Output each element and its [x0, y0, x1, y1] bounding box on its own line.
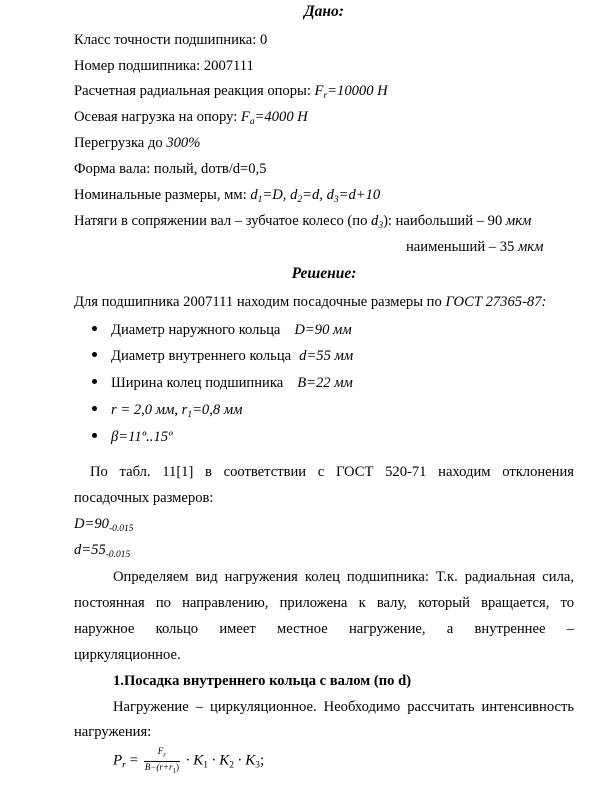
- deviation-d-tolerance: -0.015: [105, 550, 131, 560]
- bullet-icon: [92, 326, 97, 331]
- list-item: [92, 320, 574, 340]
- axial-load-line: [74, 107, 574, 132]
- load-type-line-1: Определяем вид нагружения колец подшипника: Т.к. радиальная сила,: [113, 569, 574, 585]
- overload-value: 300%: [166, 135, 201, 151]
- interference-max-unit: мкм: [505, 213, 532, 229]
- heading-given: Дано:: [304, 3, 344, 20]
- bullet-icon: [92, 352, 97, 357]
- bullet-icon: [92, 433, 97, 438]
- axial-load-label: Осевая нагрузка на опору:: [74, 109, 241, 125]
- chamfer-r-value: r = 2,0 мм, r: [111, 402, 188, 418]
- deviation-d: [74, 540, 574, 565]
- intro-line: [74, 292, 574, 312]
- outer-ring-value: D=90 мм: [294, 322, 352, 338]
- deviation-D: [74, 514, 574, 539]
- load-type-line-4: циркуляционное.: [74, 647, 181, 663]
- bullet-icon: [92, 379, 97, 384]
- list-item: [92, 346, 574, 366]
- accuracy-class-line: Класс точности подшипника: 0: [74, 32, 268, 48]
- chamfer-r1-value: =0,8 мм: [192, 402, 243, 418]
- overload-label: Перегрузка до: [74, 135, 167, 151]
- bearing-number-line: Номер подшипника: 2007111: [74, 58, 254, 74]
- ring-width-value: B=22 мм: [297, 375, 353, 391]
- section-1-heading: 1.Посадка внутреннего кольца с валом (по d): [113, 673, 412, 689]
- nominal-d2: =d,: [302, 187, 327, 203]
- interference-line: Натяги в сопряжении вал – зубчатое колесо (по $d_3$): наибольший – 90 мкм: [74, 213, 532, 231]
- radial-reaction-value: =10000 Н: [327, 83, 388, 99]
- bullet-icon: [92, 406, 97, 411]
- load-type-line-3: наружное кольцо имеет местное нагружение, а внутреннее –: [74, 621, 574, 637]
- table-ref-line-1: По табл. 11[1] в соответствии с ГОСТ 520-71 находим отклонения: [90, 464, 574, 480]
- inner-ring-value: d=55 мм: [299, 348, 354, 364]
- intro-gost: ГОСТ 27365-87:: [445, 294, 547, 310]
- nominal-sizes-line: Номинальные размеры, мм: $d_1=D$, $d_2=d$, $d_3=d+10$: [74, 187, 381, 205]
- shaft-shape-line: Форма вала: полый, dотв/d=0,5: [74, 161, 267, 177]
- outer-ring-label: Диаметр наружного кольца: [111, 322, 281, 338]
- load-type-line-2: постоянная по направлению, приложена к валу, который вращается, то: [74, 595, 574, 611]
- interference-min-line: [406, 237, 543, 257]
- table-ref-line-2: посадочных размеров:: [74, 490, 214, 506]
- formula-fraction: $\frac{F_r}{B-(r+r_1)}$: [144, 746, 179, 775]
- intensity-formula: $P_r$ = $\frac{F_r}{B-(r+r_1)}$ · $K_1 \cdot K_2 \cdot K_3$;: [113, 746, 265, 775]
- interference-max: ): наибольший – 90: [383, 213, 506, 229]
- interference-min: наименьший – 35: [406, 239, 518, 255]
- list-item: r = 2,0 мм, $r_1=0,8$ мм: [92, 400, 574, 425]
- list-item: [92, 427, 574, 447]
- ring-width-label: Ширина колец подшипника: [111, 375, 284, 391]
- circulating-load-line-1: Нагружение – циркуляционное. Необходимо рассчитать интенсивность: [113, 699, 574, 715]
- heading-solution: Решение:: [291, 265, 357, 282]
- deviation-d-value: d=55: [74, 542, 106, 558]
- nominal-d1: =D,: [262, 187, 291, 203]
- overload-line: [74, 133, 574, 153]
- nominal-label: Номинальные размеры, мм:: [74, 187, 251, 203]
- beta-value: β=11º..15º: [111, 429, 173, 445]
- nominal-d3: =d+10: [338, 187, 381, 203]
- inner-ring-label: Диаметр внутреннего кольца: [111, 348, 292, 364]
- deviation-D-tolerance: -0.015: [108, 524, 134, 534]
- circulating-load-line-2: нагружения:: [74, 724, 152, 740]
- axial-load-symbol: $F_a$: [240, 109, 255, 127]
- radial-reaction-line: [74, 81, 574, 106]
- intro-text: Для подшипника 2007111 находим посадочные размеры по: [74, 294, 446, 310]
- interference-label: Натяги в сопряжении вал – зубчатое колесо (по: [74, 213, 372, 229]
- interference-min-unit: мкм: [517, 239, 544, 255]
- radial-reaction-symbol: $F_r$: [314, 83, 328, 101]
- deviation-D-value: D=90: [74, 516, 109, 532]
- axial-load-value: =4000 Н: [254, 109, 308, 125]
- list-item: [92, 373, 574, 393]
- radial-reaction-label: Расчетная радиальная реакция опоры:: [74, 83, 315, 99]
